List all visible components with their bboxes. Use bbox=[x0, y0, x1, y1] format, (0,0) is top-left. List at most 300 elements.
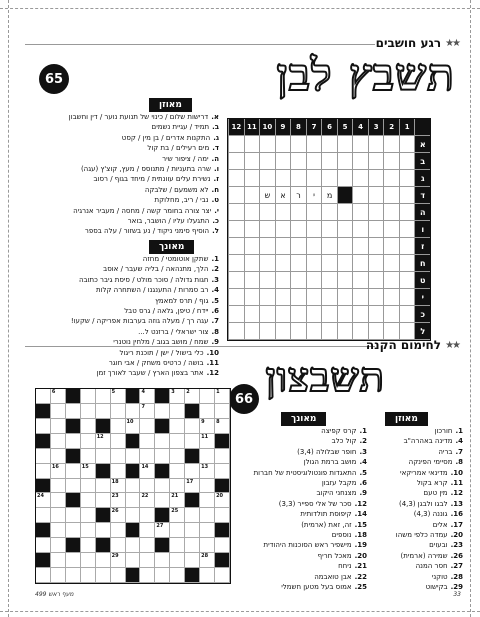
grid-cell[interactable] bbox=[352, 136, 368, 153]
grid-cell[interactable]: א bbox=[275, 187, 291, 204]
grid-cell[interactable] bbox=[200, 404, 215, 419]
grid-cell[interactable] bbox=[36, 389, 51, 404]
grid-cell[interactable] bbox=[51, 538, 66, 553]
grid-cell[interactable] bbox=[200, 508, 215, 523]
grid-cell[interactable] bbox=[337, 204, 353, 221]
grid-cell[interactable] bbox=[337, 255, 353, 272]
grid-cell[interactable] bbox=[81, 389, 96, 404]
grid-cell[interactable] bbox=[36, 493, 51, 508]
grid-cell[interactable] bbox=[244, 187, 260, 204]
grid-cell[interactable] bbox=[228, 136, 244, 153]
grid-cell[interactable] bbox=[200, 568, 215, 583]
grid-cell[interactable] bbox=[81, 479, 96, 494]
grid-cell[interactable] bbox=[228, 289, 244, 306]
grid-cell[interactable] bbox=[290, 255, 306, 272]
grid-cell[interactable] bbox=[126, 479, 141, 494]
grid-cell[interactable] bbox=[170, 553, 185, 568]
grid-cell[interactable] bbox=[290, 136, 306, 153]
black-square bbox=[337, 187, 353, 204]
clue-number: כ. bbox=[212, 217, 219, 226]
clue-number: 27. bbox=[450, 562, 463, 571]
grid-cell[interactable] bbox=[96, 568, 111, 583]
grid-cell[interactable] bbox=[383, 187, 399, 204]
grid-cell[interactable] bbox=[306, 153, 322, 170]
grid-cell[interactable] bbox=[337, 136, 353, 153]
grid-cell[interactable] bbox=[170, 479, 185, 494]
black-square bbox=[185, 493, 200, 508]
grid-cell[interactable] bbox=[321, 170, 337, 187]
grid-cell[interactable] bbox=[81, 464, 96, 479]
grid-cell[interactable] bbox=[185, 389, 200, 404]
grid-cell[interactable] bbox=[185, 479, 200, 494]
grid-cell[interactable] bbox=[275, 170, 291, 187]
grid-cell[interactable] bbox=[321, 255, 337, 272]
grid-cell[interactable] bbox=[259, 272, 275, 289]
grid-cell[interactable] bbox=[126, 493, 141, 508]
grid-cell[interactable] bbox=[228, 221, 244, 238]
grid-cell[interactable] bbox=[337, 170, 353, 187]
grid-cell[interactable] bbox=[228, 306, 244, 323]
grid-cell[interactable] bbox=[244, 289, 260, 306]
grid-cell[interactable] bbox=[368, 170, 384, 187]
grid-cell[interactable] bbox=[244, 272, 260, 289]
clue-text: מין טעם bbox=[423, 489, 448, 498]
grid-cell[interactable] bbox=[96, 404, 111, 419]
grid-cell[interactable] bbox=[96, 479, 111, 494]
grid-cell[interactable] bbox=[185, 553, 200, 568]
grid-cell[interactable] bbox=[200, 493, 215, 508]
grid-cell[interactable] bbox=[383, 136, 399, 153]
grid-cell[interactable] bbox=[185, 538, 200, 553]
grid-cell[interactable] bbox=[170, 493, 185, 508]
grid-cell[interactable] bbox=[321, 272, 337, 289]
row-letter: כ bbox=[414, 306, 430, 323]
grid-cell[interactable] bbox=[215, 449, 230, 464]
grid-cell[interactable] bbox=[170, 523, 185, 538]
grid-cell[interactable] bbox=[111, 553, 126, 568]
grid-cell[interactable] bbox=[337, 289, 353, 306]
grid-cell[interactable] bbox=[155, 568, 170, 583]
grid-cell[interactable] bbox=[228, 272, 244, 289]
grid-cell[interactable] bbox=[228, 255, 244, 272]
grid-cell[interactable] bbox=[126, 508, 141, 523]
grid-cell[interactable] bbox=[259, 238, 275, 255]
grid-cell[interactable] bbox=[126, 538, 141, 553]
clue-item bbox=[29, 327, 219, 337]
grid-cell[interactable] bbox=[66, 553, 81, 568]
grid-cell[interactable] bbox=[321, 153, 337, 170]
grid-cell[interactable] bbox=[368, 272, 384, 289]
grid-cell[interactable] bbox=[215, 419, 230, 434]
grid-cell[interactable] bbox=[337, 238, 353, 255]
grid-cell[interactable] bbox=[170, 389, 185, 404]
grid-cell[interactable] bbox=[306, 323, 322, 340]
grid-cell[interactable] bbox=[290, 289, 306, 306]
grid-cell[interactable] bbox=[170, 449, 185, 464]
grid-cell[interactable] bbox=[111, 449, 126, 464]
grid-cell[interactable] bbox=[383, 289, 399, 306]
grid-cell[interactable] bbox=[81, 553, 96, 568]
grid-cell[interactable] bbox=[383, 306, 399, 323]
crossword-grid-66[interactable] bbox=[35, 388, 231, 584]
grid-cell[interactable] bbox=[228, 238, 244, 255]
grid-cell[interactable] bbox=[81, 404, 96, 419]
grid-cell[interactable] bbox=[368, 187, 384, 204]
grid-cell[interactable] bbox=[200, 434, 215, 449]
grid-cell[interactable] bbox=[185, 419, 200, 434]
grid-cell[interactable] bbox=[259, 221, 275, 238]
grid-cell[interactable] bbox=[51, 493, 66, 508]
grid-cell[interactable] bbox=[81, 538, 96, 553]
grid-cell[interactable] bbox=[215, 464, 230, 479]
grid-cell[interactable] bbox=[399, 204, 415, 221]
grid-cell[interactable] bbox=[170, 419, 185, 434]
grid-cell[interactable] bbox=[36, 568, 51, 583]
grid-cell[interactable] bbox=[383, 170, 399, 187]
grid-cell[interactable] bbox=[140, 449, 155, 464]
grid-cell[interactable] bbox=[200, 419, 215, 434]
grid-cell[interactable] bbox=[244, 306, 260, 323]
grid-cell[interactable] bbox=[111, 434, 126, 449]
grid-cell[interactable] bbox=[399, 238, 415, 255]
grid-cell[interactable] bbox=[66, 479, 81, 494]
grid-cell[interactable] bbox=[275, 255, 291, 272]
grid-cell[interactable] bbox=[66, 523, 81, 538]
grid-cell[interactable] bbox=[66, 404, 81, 419]
grid-cell[interactable] bbox=[51, 449, 66, 464]
grid-cell[interactable] bbox=[259, 136, 275, 153]
grid-cell[interactable] bbox=[275, 323, 291, 340]
grid-cell[interactable] bbox=[275, 306, 291, 323]
grid-cell[interactable] bbox=[36, 464, 51, 479]
grid-cell[interactable] bbox=[215, 568, 230, 583]
grid-cell[interactable] bbox=[215, 538, 230, 553]
grid-cell[interactable] bbox=[368, 136, 384, 153]
grid-cell[interactable] bbox=[352, 238, 368, 255]
grid-cell[interactable] bbox=[244, 221, 260, 238]
grid-cell[interactable]: ר bbox=[290, 187, 306, 204]
clue-number: 18. bbox=[354, 531, 367, 540]
grid-cell[interactable] bbox=[140, 389, 155, 404]
grid-cell[interactable] bbox=[170, 538, 185, 553]
grid-cell[interactable] bbox=[290, 272, 306, 289]
grid-cell[interactable] bbox=[200, 538, 215, 553]
grid-cell[interactable] bbox=[51, 479, 66, 494]
grid-cell[interactable] bbox=[399, 170, 415, 187]
grid-cell[interactable] bbox=[306, 255, 322, 272]
grid-cell[interactable] bbox=[290, 153, 306, 170]
grid-cell[interactable] bbox=[215, 389, 230, 404]
grid-cell[interactable] bbox=[140, 419, 155, 434]
grid-cell[interactable] bbox=[170, 508, 185, 523]
grid-cell[interactable] bbox=[383, 255, 399, 272]
grid-cell[interactable] bbox=[155, 449, 170, 464]
grid-cell[interactable]: ש bbox=[259, 187, 275, 204]
grid-cell[interactable] bbox=[259, 255, 275, 272]
grid-cell[interactable] bbox=[140, 493, 155, 508]
grid-cell[interactable] bbox=[200, 449, 215, 464]
grid-cell[interactable] bbox=[111, 508, 126, 523]
grid-cell[interactable] bbox=[306, 289, 322, 306]
grid-cell[interactable] bbox=[399, 289, 415, 306]
grid-cell[interactable] bbox=[259, 289, 275, 306]
grid-cell[interactable] bbox=[200, 464, 215, 479]
grid-cell[interactable] bbox=[140, 538, 155, 553]
grid-cell[interactable]: מ bbox=[321, 187, 337, 204]
grid-cell[interactable] bbox=[275, 289, 291, 306]
grid-cell[interactable] bbox=[399, 187, 415, 204]
grid-cell[interactable] bbox=[51, 508, 66, 523]
row-letter: ל bbox=[414, 323, 430, 340]
grid-cell[interactable] bbox=[170, 568, 185, 583]
grid-cell[interactable] bbox=[185, 508, 200, 523]
grid-cell[interactable] bbox=[259, 204, 275, 221]
grid-cell[interactable] bbox=[399, 153, 415, 170]
grid-cell[interactable] bbox=[399, 221, 415, 238]
grid-cell[interactable] bbox=[51, 404, 66, 419]
grid-cell[interactable] bbox=[290, 170, 306, 187]
grid-cell[interactable] bbox=[228, 323, 244, 340]
grid-cell[interactable] bbox=[321, 238, 337, 255]
grid-cell[interactable] bbox=[399, 136, 415, 153]
grid-cell[interactable] bbox=[96, 523, 111, 538]
clue-text: מצנחני היקוב bbox=[316, 489, 357, 498]
grid-cell[interactable] bbox=[140, 553, 155, 568]
grid-cell[interactable] bbox=[96, 449, 111, 464]
grid-cell[interactable] bbox=[306, 272, 322, 289]
grid-cell[interactable] bbox=[244, 255, 260, 272]
grid-cell[interactable] bbox=[306, 221, 322, 238]
grid-cell[interactable] bbox=[36, 419, 51, 434]
grid-cell[interactable] bbox=[126, 419, 141, 434]
grid-cell[interactable] bbox=[368, 221, 384, 238]
clue-item bbox=[239, 551, 367, 561]
grid-cell[interactable] bbox=[170, 404, 185, 419]
grid-cell[interactable] bbox=[155, 493, 170, 508]
clue-item bbox=[29, 122, 219, 132]
grid-cell[interactable] bbox=[259, 170, 275, 187]
grid-cell[interactable] bbox=[321, 306, 337, 323]
grid-cell[interactable] bbox=[228, 153, 244, 170]
grid-cell[interactable] bbox=[228, 170, 244, 187]
grid-cell[interactable] bbox=[155, 523, 170, 538]
grid-cell[interactable] bbox=[244, 204, 260, 221]
grid-cell[interactable] bbox=[155, 553, 170, 568]
grid-cell[interactable] bbox=[51, 419, 66, 434]
grid-cell[interactable] bbox=[111, 389, 126, 404]
grid-cell[interactable] bbox=[259, 153, 275, 170]
grid-cell[interactable] bbox=[275, 221, 291, 238]
grid-cell[interactable] bbox=[111, 464, 126, 479]
grid-cell[interactable] bbox=[126, 404, 141, 419]
grid-cell[interactable] bbox=[306, 306, 322, 323]
grid-cell[interactable] bbox=[36, 449, 51, 464]
grid-cell[interactable] bbox=[337, 306, 353, 323]
grid-cell[interactable] bbox=[140, 508, 155, 523]
grid-cell[interactable] bbox=[244, 153, 260, 170]
grid-cell[interactable] bbox=[275, 204, 291, 221]
grid-cell[interactable] bbox=[96, 553, 111, 568]
grid-cell[interactable] bbox=[111, 419, 126, 434]
grid-cell[interactable] bbox=[96, 389, 111, 404]
grid-cell[interactable] bbox=[170, 434, 185, 449]
grid-cell[interactable] bbox=[155, 434, 170, 449]
grid-cell[interactable] bbox=[81, 434, 96, 449]
grid-cell[interactable] bbox=[111, 493, 126, 508]
grid-cell[interactable] bbox=[215, 404, 230, 419]
grid-cell[interactable] bbox=[155, 479, 170, 494]
grid-cell[interactable] bbox=[321, 289, 337, 306]
grid-cell[interactable] bbox=[352, 221, 368, 238]
grid-cell[interactable] bbox=[36, 538, 51, 553]
grid-cell[interactable] bbox=[200, 523, 215, 538]
grid-cell[interactable] bbox=[383, 153, 399, 170]
grid-cell[interactable] bbox=[306, 136, 322, 153]
grid-cell[interactable] bbox=[352, 187, 368, 204]
grid-cell[interactable] bbox=[51, 523, 66, 538]
clue-number: 4. bbox=[359, 458, 367, 467]
grid-cell[interactable] bbox=[306, 204, 322, 221]
grid-cell[interactable] bbox=[66, 464, 81, 479]
grid-cell[interactable] bbox=[81, 493, 96, 508]
grid-cell[interactable] bbox=[200, 479, 215, 494]
grid-cell[interactable] bbox=[66, 568, 81, 583]
grid-cell[interactable] bbox=[352, 306, 368, 323]
grid-cell[interactable] bbox=[399, 272, 415, 289]
grid-cell[interactable] bbox=[352, 170, 368, 187]
grid-cell[interactable] bbox=[140, 523, 155, 538]
grid-cell[interactable] bbox=[185, 434, 200, 449]
grid-cell[interactable] bbox=[140, 464, 155, 479]
grid-cell[interactable] bbox=[290, 221, 306, 238]
grid-cell[interactable] bbox=[244, 136, 260, 153]
column-number: 11 bbox=[244, 119, 260, 136]
black-square bbox=[96, 538, 111, 553]
grid-cell[interactable] bbox=[140, 434, 155, 449]
grid-cell[interactable] bbox=[51, 568, 66, 583]
grid-cell[interactable] bbox=[170, 464, 185, 479]
grid-cell[interactable] bbox=[140, 479, 155, 494]
grid-cell[interactable] bbox=[200, 389, 215, 404]
grid-cell[interactable] bbox=[306, 238, 322, 255]
grid-cell[interactable] bbox=[352, 153, 368, 170]
grid-cell[interactable] bbox=[200, 553, 215, 568]
grid-cell[interactable] bbox=[352, 272, 368, 289]
grid-cell[interactable] bbox=[259, 306, 275, 323]
grid-cell[interactable] bbox=[96, 493, 111, 508]
grid-cell[interactable] bbox=[321, 204, 337, 221]
grid-cell[interactable] bbox=[368, 306, 384, 323]
grid-cell[interactable] bbox=[111, 479, 126, 494]
clue-text: גוף / תרס למאמץ bbox=[155, 296, 209, 305]
grid-cell[interactable] bbox=[126, 553, 141, 568]
grid-cell[interactable] bbox=[352, 204, 368, 221]
grid-cell[interactable] bbox=[306, 170, 322, 187]
grid-cell[interactable] bbox=[51, 553, 66, 568]
grid-cell[interactable] bbox=[321, 136, 337, 153]
grid-cell[interactable] bbox=[368, 204, 384, 221]
grid-cell[interactable] bbox=[228, 187, 244, 204]
grid-cell[interactable] bbox=[290, 204, 306, 221]
grid-cell[interactable] bbox=[383, 238, 399, 255]
grid-cell[interactable] bbox=[383, 272, 399, 289]
grid-cell[interactable] bbox=[96, 434, 111, 449]
grid-cell[interactable] bbox=[81, 568, 96, 583]
grid-cell[interactable] bbox=[383, 204, 399, 221]
grid-cell[interactable]: י bbox=[306, 187, 322, 204]
grid-cell[interactable] bbox=[111, 523, 126, 538]
grid-cell[interactable] bbox=[36, 508, 51, 523]
grid-cell[interactable] bbox=[111, 404, 126, 419]
grid-cell[interactable] bbox=[140, 404, 155, 419]
grid-cell[interactable] bbox=[368, 153, 384, 170]
grid-cell[interactable] bbox=[275, 272, 291, 289]
grid-cell[interactable] bbox=[81, 419, 96, 434]
grid-cell[interactable] bbox=[337, 272, 353, 289]
grid-cell[interactable] bbox=[337, 153, 353, 170]
cell-number: 9 bbox=[201, 418, 205, 425]
grid-cell[interactable] bbox=[185, 464, 200, 479]
grid-cell[interactable] bbox=[111, 538, 126, 553]
grid-cell[interactable] bbox=[337, 323, 353, 340]
grid-cell[interactable] bbox=[81, 508, 96, 523]
grid-cell[interactable] bbox=[321, 323, 337, 340]
grid-cell[interactable] bbox=[368, 255, 384, 272]
grid-cell[interactable] bbox=[337, 221, 353, 238]
grid-cell[interactable] bbox=[368, 289, 384, 306]
grid-cell[interactable] bbox=[244, 323, 260, 340]
grid-cell[interactable] bbox=[140, 568, 155, 583]
grid-cell[interactable] bbox=[321, 221, 337, 238]
clue-text: דרישות שלום / כינוי של תנועת נוער / דין וחשבון bbox=[68, 113, 209, 121]
grid-cell[interactable] bbox=[66, 508, 81, 523]
clue-item bbox=[239, 488, 367, 498]
grid-cell[interactable] bbox=[155, 404, 170, 419]
grid-cell[interactable] bbox=[290, 238, 306, 255]
grid-cell[interactable] bbox=[275, 136, 291, 153]
grid-cell[interactable] bbox=[290, 306, 306, 323]
grid-cell[interactable] bbox=[215, 508, 230, 523]
grid-cell[interactable] bbox=[275, 238, 291, 255]
grid-cell[interactable] bbox=[215, 493, 230, 508]
grid-cell[interactable] bbox=[259, 323, 275, 340]
grid-cell[interactable] bbox=[111, 568, 126, 583]
grid-cell[interactable] bbox=[352, 289, 368, 306]
grid-cell[interactable] bbox=[399, 255, 415, 272]
grid-cell[interactable] bbox=[51, 434, 66, 449]
grid-cell[interactable] bbox=[228, 204, 244, 221]
grid-cell[interactable] bbox=[81, 449, 96, 464]
grid-cell[interactable] bbox=[383, 221, 399, 238]
grid-cell[interactable] bbox=[244, 238, 260, 255]
row-letter: א bbox=[414, 136, 430, 153]
grid-cell[interactable] bbox=[51, 389, 66, 404]
grid-cell[interactable] bbox=[81, 523, 96, 538]
grid-cell[interactable] bbox=[290, 323, 306, 340]
grid-cell[interactable] bbox=[185, 523, 200, 538]
grid-cell[interactable] bbox=[126, 449, 141, 464]
grid-cell[interactable] bbox=[368, 238, 384, 255]
down-heading: מאונך bbox=[281, 412, 326, 426]
grid-cell[interactable] bbox=[275, 153, 291, 170]
crossword-grid-65[interactable] bbox=[227, 118, 431, 341]
grid-cell[interactable] bbox=[244, 170, 260, 187]
grid-cell[interactable] bbox=[51, 464, 66, 479]
clue-item bbox=[29, 164, 219, 174]
grid-cell[interactable] bbox=[66, 434, 81, 449]
grid-cell[interactable] bbox=[352, 255, 368, 272]
grid-cell[interactable] bbox=[399, 306, 415, 323]
